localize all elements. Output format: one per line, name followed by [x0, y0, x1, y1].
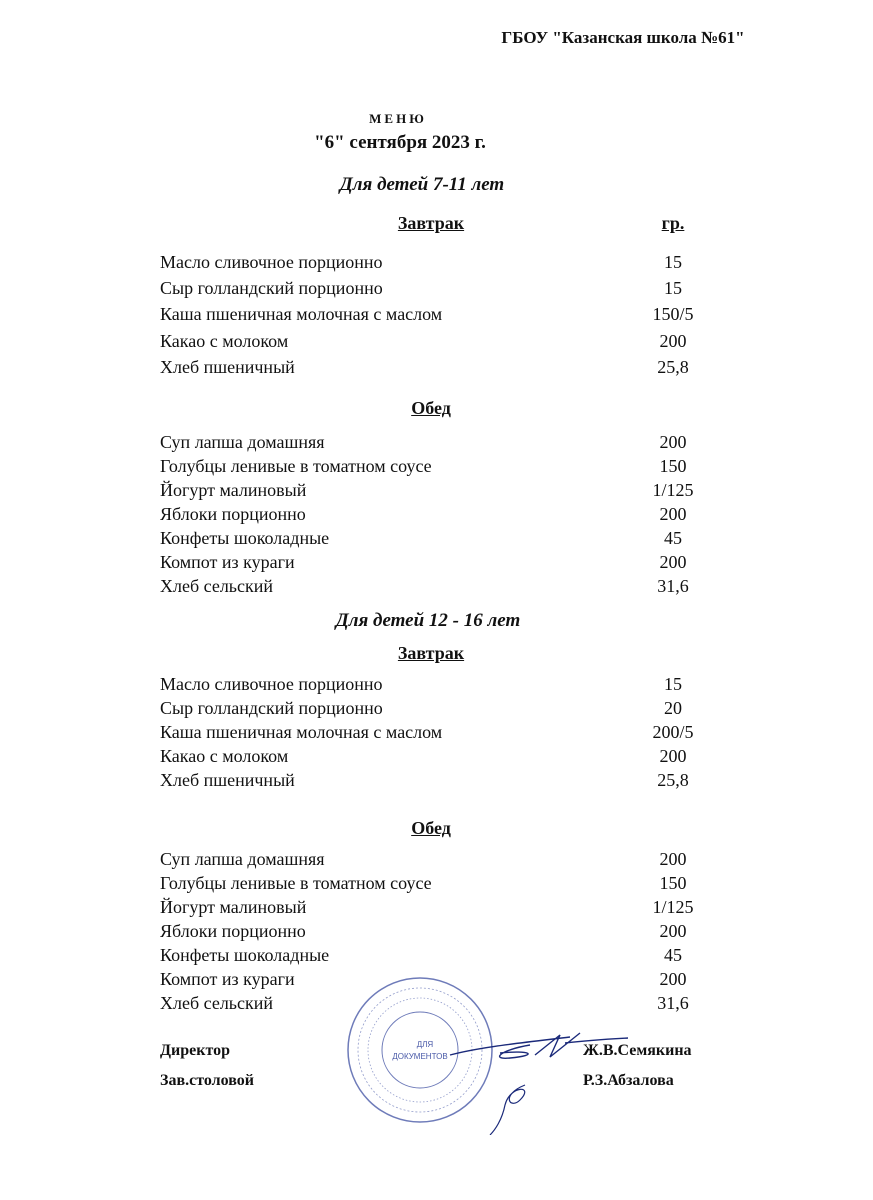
menu-list — [160, 432, 720, 600]
menu-item-row — [160, 528, 720, 552]
signature-name: Ж.В.Семякина — [583, 1042, 692, 1059]
dish-name: Йогурт малиновый — [160, 480, 307, 500]
menu-item-row — [160, 849, 720, 873]
meal-heading-breakfast: Завтрак — [397, 213, 465, 233]
dish-name: Суп лапша домашняя — [160, 849, 325, 869]
dish-name: Суп лапша домашняя — [160, 432, 325, 452]
menu-item-row — [160, 331, 720, 357]
menu-item-row — [160, 945, 720, 969]
dish-grams: 1/125 — [652, 480, 694, 500]
dish-grams: 200 — [659, 504, 687, 524]
dish-grams: 200 — [659, 432, 687, 452]
dish-name: Каша пшеничная молочная с маслом — [160, 304, 443, 325]
stamp-text: ДЛЯ — [416, 1040, 434, 1049]
dish-name: Йогурт малиновый — [160, 897, 307, 917]
menu-list — [160, 252, 720, 383]
dish-name: Какао с молоком — [160, 746, 289, 766]
dish-name: Яблоки порционно — [160, 921, 306, 941]
dish-name: Сыр голландский порционно — [160, 278, 383, 299]
dish-grams: 150 — [659, 456, 687, 476]
menu-list — [160, 674, 720, 794]
meal-heading-lunch: Обед — [411, 818, 451, 838]
dish-grams: 45 — [664, 528, 682, 548]
dish-name: Компот из кураги — [160, 969, 295, 989]
menu-item-row — [160, 252, 720, 278]
dish-name: Масло сливочное порционно — [160, 674, 383, 694]
dish-grams: 200/5 — [652, 722, 694, 742]
dish-name: Голубцы ленивые в томатном соусе — [160, 873, 432, 893]
signature-role: Зав.столовой — [160, 1072, 254, 1089]
menu-item-row — [160, 746, 720, 770]
dish-grams: 200 — [659, 746, 687, 766]
menu-item-row — [160, 304, 720, 330]
meal-heading-lunch: Обед — [411, 398, 451, 418]
menu-item-row — [160, 278, 720, 304]
dish-grams: 150 — [659, 873, 687, 893]
dish-name: Компот из кураги — [160, 552, 295, 572]
dish-grams: 200 — [659, 969, 687, 989]
menu-item-row — [160, 698, 720, 722]
age-group-heading: Для детей 12 - 16 лет — [335, 610, 521, 631]
dish-grams: 25,8 — [657, 356, 689, 377]
dish-name: Яблоки порционно — [160, 504, 306, 524]
dish-grams: 15 — [664, 278, 682, 299]
menu-item-row — [160, 552, 720, 576]
menu-item-row — [160, 480, 720, 504]
menu-date: "6" сентября 2023 г. — [314, 132, 486, 153]
dish-grams: 25,8 — [657, 770, 689, 790]
dish-name: Хлеб пшеничный — [160, 770, 295, 790]
dish-grams: 15 — [664, 674, 682, 694]
menu-item-row — [160, 921, 720, 945]
dish-grams: 200 — [659, 552, 687, 572]
dish-grams: 200 — [659, 921, 687, 941]
menu-item-row — [160, 722, 720, 746]
menu-item-row — [160, 674, 720, 698]
dish-name: Хлеб сельский — [160, 993, 274, 1013]
dish-name: Конфеты шоколадные — [160, 945, 330, 965]
dish-name: Хлеб сельский — [160, 576, 274, 596]
dish-grams: 1/125 — [652, 897, 694, 917]
menu-item-row — [160, 357, 720, 383]
dish-name: Масло сливочное порционно — [160, 252, 383, 272]
dish-name: Голубцы ленивые в томатном соусе — [160, 456, 432, 476]
dish-grams: 45 — [664, 945, 682, 965]
dish-grams: 15 — [664, 252, 682, 272]
dish-name: Каша пшеничная молочная с маслом — [160, 722, 443, 742]
dish-name: Сыр голландский порционно — [160, 698, 383, 718]
meal-heading-breakfast: Завтрак — [397, 643, 465, 663]
dish-grams: 31,6 — [657, 993, 689, 1013]
dish-grams: 200 — [659, 849, 687, 869]
signature-role: Директор — [160, 1042, 230, 1059]
signature-name: Р.З.Абзалова — [583, 1072, 674, 1089]
dish-name: Конфеты шоколадные — [160, 528, 330, 548]
menu-item-row — [160, 504, 720, 528]
menu-item-row — [160, 576, 720, 600]
menu-item-row — [160, 873, 720, 897]
dish-name: Хлеб пшеничный — [160, 356, 295, 377]
units-heading: гр. — [661, 213, 685, 233]
age-group-heading: Для детей 7-11 лет — [339, 174, 505, 195]
menu-item-row — [160, 456, 720, 480]
dish-grams: 200 — [659, 330, 687, 351]
dish-name: Какао с молоком — [160, 330, 289, 351]
dish-grams: 20 — [664, 698, 682, 718]
menu-item-row — [160, 897, 720, 921]
menu-item-row — [160, 432, 720, 456]
dish-grams: 31,6 — [657, 576, 689, 596]
organization-name: ГБОУ "Казанская школа №61" — [501, 28, 745, 47]
menu-item-row — [160, 770, 720, 794]
stamp-text: ДОКУМЕНТОВ — [392, 1052, 448, 1061]
dish-grams: 150/5 — [652, 304, 694, 325]
menu-title: МЕНЮ — [369, 111, 427, 126]
